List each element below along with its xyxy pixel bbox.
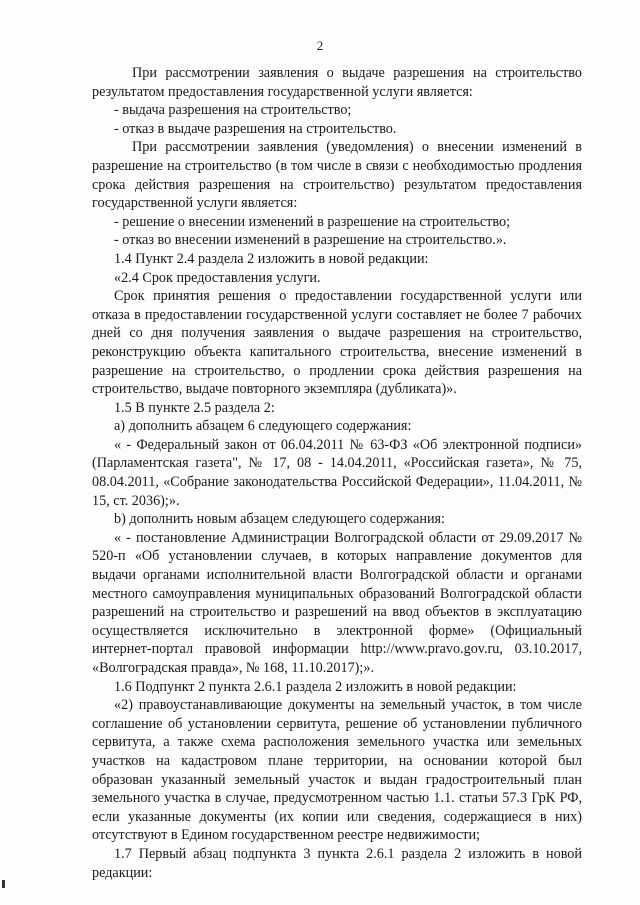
paragraph: « - постановление Администрации Волгоградской области от 29.09.2017 № 520-п «Об установлении случаев, в которых направление документов для выдачи органами исполнительной власти Волгоградской области и органами местного самоуправления муниципальных образований Волгоградской области разрешений на строительство и разрешений на ввод объектов в эксплуатацию осуществляется исключительно в электронной форме» (Официальный интернет-портал правовой информации http://www.pravo.gov.ru, 03.10.2017, «Волгоградская правда», № 168, 11.10.2017);». xyxy=(92,529,582,676)
document-body xyxy=(92,64,582,882)
paragraph: b) дополнить новым абзацем следующего содержания: xyxy=(114,511,446,528)
list-item: - выдача разрешения на строительство; xyxy=(114,102,352,119)
paragraph: а) дополнить абзацем 6 следующего содержания: xyxy=(114,418,412,435)
paragraph: 1.7 Первый абзац подпункта 3 пункта 2.6.1 раздела 2 изложить в новой редакции: xyxy=(92,845,582,881)
paragraph: При рассмотрении заявления о выдаче разрешения на строительство результатом предоставления государственной услуги является: xyxy=(92,65,582,100)
list-item: - отказ в выдаче разрешения на строительство. xyxy=(114,120,397,137)
paragraph: 1.4 Пункт 2.4 раздела 2 изложить в новой редакции: xyxy=(114,250,429,267)
page-number: 2 xyxy=(316,38,324,53)
paragraph: 1.5 В пункте 2.5 раздела 2: xyxy=(114,399,275,416)
list-item: - решение о внесении изменений в разрешение на строительство; xyxy=(114,213,511,230)
section-heading: «2.4 Срок предоставления услуги. xyxy=(114,269,321,286)
scan-artifact xyxy=(2,880,5,888)
paragraph: Срок принятия решения о предоставлении государственной услуги или отказа в предоставлении государственной услуги составляет не более 7 рабочих дней со дня получения заявления о выдаче разрешения на строительство, реконструкцию объекта капитального строительства, внесение изменений в разрешение на строительство, о продлении срока действия разрешения на строительство, выдаче повторного экземпляра (дубликата)». xyxy=(92,288,582,398)
list-item: - отказ во внесении изменений в разрешение на строительство.». xyxy=(114,232,507,249)
paragraph: 1.6 Подпункт 2 пункта 2.6.1 раздела 2 изложить в новой редакции: xyxy=(114,678,517,695)
paragraph: «2) правоустанавливающие документы на земельный участок, в том числе соглашение об установлении сервитута, решение об установлении публичного сервитута, а также схема расположения земельного участка или земельных участков на кадастровом плане территории, на основании которой был образован указанный земельный участок и выдан градостроительный план земельного участка в случае, предусмотренном частью 1.1. статьи 57.3 ГрК РФ, если указанные документы (их копии или сведения, содержащиеся в них) отсутствуют в Едином государственном реестре недвижимости; xyxy=(92,697,582,844)
paragraph: « - Федеральный закон от 06.04.2011 № 63-ФЗ «Об электронной подписи» (Парламентская газета", № 17, 08 - 14.04.2011, «Российская газета», № 75, 08.04.2011, «Собрание законодательства Российской Федерации», 11.04.2011, № 15, ст. 2036);». xyxy=(92,436,582,509)
paragraph: При рассмотрении заявления (уведомления) о внесении изменений в разрешение на строительство (в том числе в связи с необходимостью продления срока действия разрешения на строительство) результатом предоставления государственной услуги является: xyxy=(92,139,582,212)
